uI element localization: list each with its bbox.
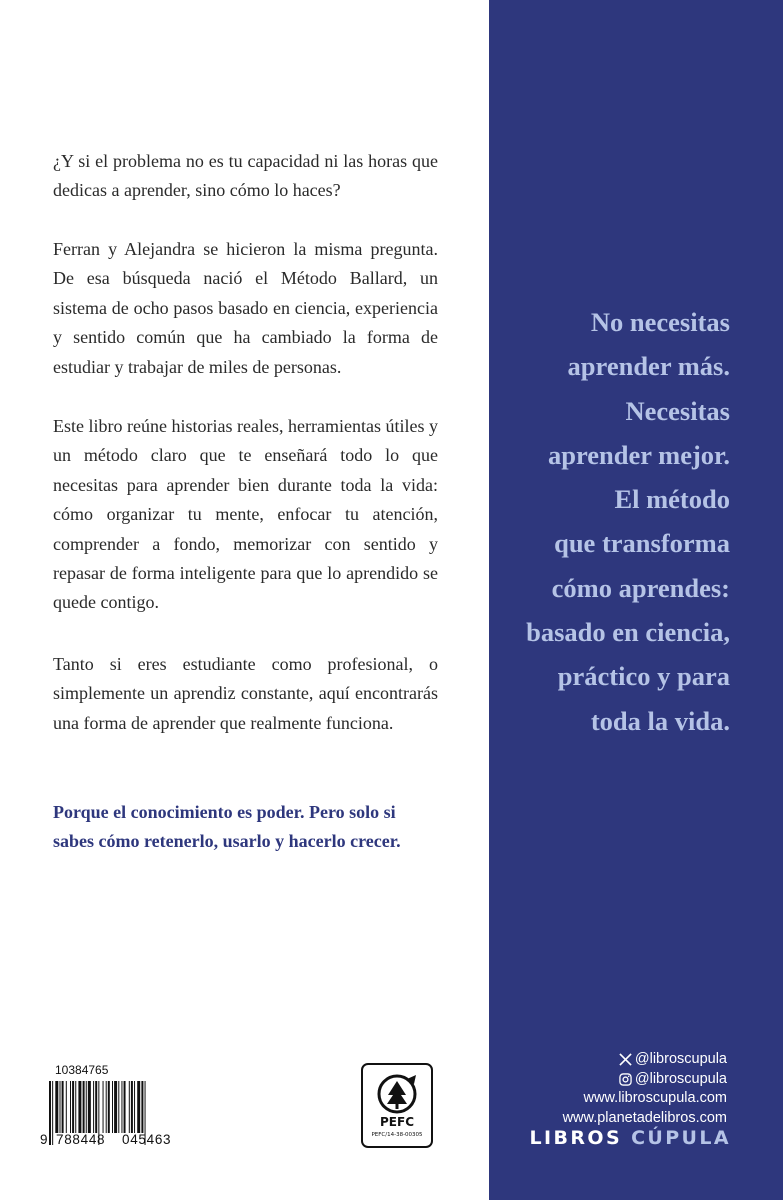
barcode-bar [95, 1081, 97, 1133]
barcode-bar [124, 1081, 126, 1133]
barcode-bar [134, 1081, 135, 1133]
product-code: 10384765 [55, 1063, 109, 1077]
barcode-bar [129, 1081, 130, 1133]
highlight-line: No necesitas [590, 307, 730, 337]
barcode-bar [52, 1081, 53, 1145]
pefc-tree-icon [376, 1073, 418, 1115]
pefc-certification-badge [361, 1063, 433, 1148]
instagram-icon [619, 1073, 632, 1086]
publisher-logo [530, 1127, 731, 1149]
barcode-bar [55, 1081, 58, 1133]
publisher-name-part-1: LIBROS [529, 1127, 623, 1149]
barcode-bar [108, 1081, 110, 1133]
twitter-link[interactable] [563, 1050, 727, 1070]
paragraph-content: Este libro reúne historias reales, herramientas útiles y un método claro que te enseñará todo lo que necesitas para aprender bien durante toda la vida: cómo organizar tu mente, enfocar tu atención, comprender a fondo, memorizar con sentido y repasar de forma inteligente para que lo aprendido se quede contigo. [53, 416, 438, 613]
highlight-line: aprender mejor. [547, 439, 730, 470]
barcode-bar [49, 1081, 51, 1145]
highlight-line: que transforma [554, 528, 730, 559]
instagram-link[interactable] [563, 1070, 727, 1090]
barcode-bar [106, 1081, 107, 1133]
closing-statement: Porque el conocimiento es poder. Pero solo si sabes cómo retenerlo, usarlo y hacerlo crecer. [53, 802, 401, 852]
highlight-line: práctico y para [557, 661, 730, 692]
paragraph-question: ¿Y si el problema no es tu capacidad ni las horas que dedicas a aprender, sino cómo lo haces? [53, 151, 438, 201]
website-link-publisher[interactable] [563, 1089, 727, 1109]
barcode-bar [86, 1081, 87, 1133]
x-twitter-icon [619, 1053, 632, 1066]
barcode-bar [72, 1081, 74, 1133]
isbn-prefix: 9 [40, 1132, 48, 1147]
barcode-bar [114, 1081, 117, 1133]
twitter-handle: @libroscupula [634, 1051, 727, 1067]
barcode-bar [141, 1081, 143, 1133]
website-link-planeta[interactable] [563, 1109, 727, 1129]
barcode-bar [75, 1081, 76, 1133]
paragraph-audience: Tanto si eres estudiante como profesional, o simplemente un aprendiz constante, aquí encontrarás una forma de aprender que realmente funciona. [53, 654, 438, 733]
barcode-bar [70, 1081, 71, 1133]
paragraph-origin: Ferran y Alejandra se hicieron la misma pregunta. De esa búsqueda nació el Método Ballard, un sistema de ocho pasos basado en ciencia, experiencia y sentido común que ha cambiado la forma de estudiar y trabajar de miles de personas. [53, 239, 438, 377]
barcode-bar [88, 1081, 91, 1133]
website-1: www.libroscupula.com [583, 1090, 727, 1106]
publisher-name-part-2: CÚPULA [631, 1127, 731, 1149]
barcode-bar [93, 1081, 94, 1133]
barcode-bar [66, 1081, 67, 1133]
barcode-bar [83, 1081, 85, 1133]
barcode-bar [103, 1081, 104, 1133]
highlight-line: toda la vida. [590, 705, 730, 736]
website-2: www.planetadelibros.com [562, 1109, 727, 1126]
barcode-bar [137, 1081, 140, 1133]
barcode-bar [62, 1081, 64, 1133]
pefc-code: PEFC/14-38-00305 [371, 1132, 423, 1138]
highlight-line: basado en ciencia, [526, 617, 730, 648]
barcode-bar [131, 1081, 133, 1133]
pefc-label: PEFC [380, 1115, 414, 1129]
barcode-bar [112, 1081, 113, 1133]
highlight-line: cómo aprendes: [551, 572, 730, 603]
instagram-handle: @libroscupula [634, 1070, 727, 1087]
highlight-text [490, 300, 730, 743]
isbn-group-1: 788448 [56, 1132, 106, 1147]
social-links [563, 1050, 727, 1128]
highlight-line: El método [614, 484, 730, 515]
barcode-bar [60, 1081, 61, 1133]
barcode-bar [118, 1081, 119, 1133]
isbn-group-2: 045463 [122, 1132, 172, 1147]
highlight-line: aprender más. [567, 351, 730, 382]
barcode-bar [78, 1081, 81, 1133]
back-cover-highlight-panel [489, 0, 783, 1200]
highlight-line: Necesitas [625, 395, 730, 426]
barcode-bar [121, 1081, 122, 1133]
